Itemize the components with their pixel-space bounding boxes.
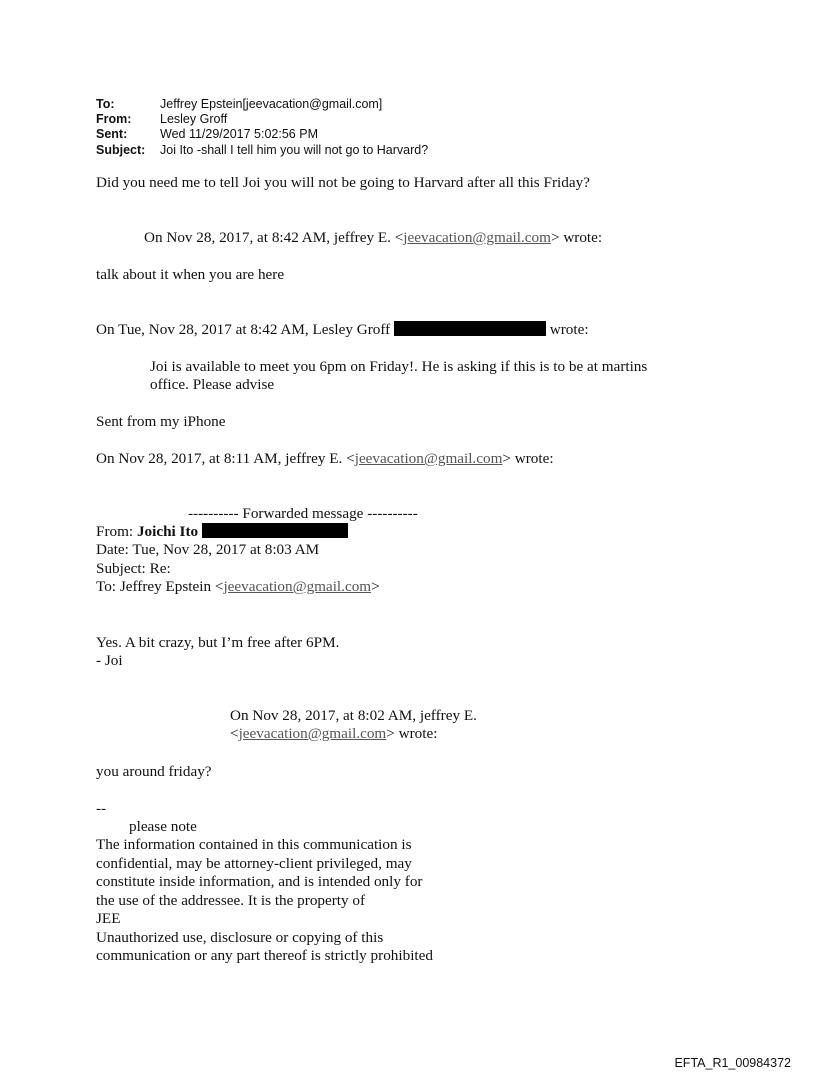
from-label: From: bbox=[96, 112, 132, 127]
disclaimer-line: communication or any part thereof is strictly prohibited bbox=[96, 947, 433, 964]
disclaimer-block bbox=[96, 836, 433, 966]
forwarded-to bbox=[96, 578, 380, 597]
joi-message-line-2: office. Please advise bbox=[150, 376, 275, 393]
forwarded-to-suffix: > bbox=[371, 578, 380, 595]
quote-2-prefix: On Tue, Nov 28, 2017 at 8:42 AM, Lesley Groff bbox=[96, 321, 391, 338]
forwarded-date: Date: Tue, Nov 28, 2017 at 8:03 AM bbox=[96, 541, 320, 558]
forwarded-to-prefix: To: Jeffrey Epstein < bbox=[96, 578, 224, 595]
header-subject-row bbox=[96, 143, 428, 158]
disclaimer-line: Unauthorized use, disclosure or copying of this bbox=[96, 928, 384, 946]
you-around-line: you around friday? bbox=[96, 763, 212, 780]
disclaimer-line: confidential, may be attorney-client privileged, may bbox=[96, 854, 412, 872]
quote-2-attribution bbox=[96, 321, 589, 340]
redaction-bar bbox=[394, 321, 546, 336]
quote-4-line-1: On Nov 28, 2017, at 8:02 AM, jeffrey E. bbox=[230, 707, 477, 724]
forwarded-from-name: Joichi Ito bbox=[136, 523, 199, 540]
quote-4-prefix: < bbox=[230, 725, 239, 742]
yes-line: Yes. A bit crazy, but I’m free after 6PM. bbox=[96, 634, 340, 651]
redaction-bar bbox=[202, 523, 348, 538]
to-value: Jeffrey Epstein[jeevacation@gmail.com] bbox=[160, 97, 383, 111]
forwarded-message-divider: ---------- Forwarded message ---------- bbox=[188, 505, 418, 522]
forwarded-from-label: From: bbox=[96, 523, 134, 540]
to-label: To: bbox=[96, 97, 115, 111]
email-header bbox=[96, 97, 428, 158]
disclaimer-line: the use of the addressee. It is the property of bbox=[96, 891, 366, 909]
quote-4-line-2 bbox=[230, 725, 437, 744]
from-value: Lesley Groff bbox=[160, 112, 228, 127]
reply-1: talk about it when you are here bbox=[96, 266, 285, 283]
quote-4-suffix: > wrote: bbox=[386, 725, 438, 742]
disclaimer-line: constitute inside information, and is intended only for bbox=[96, 873, 423, 890]
forwarded-subject: Subject: Re: bbox=[96, 560, 171, 577]
quote-1-suffix: > wrote: bbox=[550, 229, 603, 246]
subject-label: Subject: bbox=[96, 142, 146, 157]
sent-value: Wed 11/29/2017 5:02:56 PM bbox=[160, 127, 318, 142]
quote-3-prefix: On Nov 28, 2017, at 8:11 AM, jeffrey E. < bbox=[96, 450, 355, 467]
body-line-1: Did you need me to tell Joi you will not be going to Harvard after all this Friday? bbox=[96, 174, 590, 191]
quote-4-email-link[interactable]: jeevacation@gmail.com bbox=[238, 725, 387, 742]
sent-label: Sent: bbox=[96, 127, 128, 142]
sent-from-iphone: Sent from my iPhone bbox=[96, 413, 226, 430]
joi-signature: - Joi bbox=[96, 652, 123, 669]
quote-1-email-link[interactable]: jeevacation@gmail.com bbox=[403, 229, 551, 246]
disclaimer-line: The information contained in this communication is bbox=[96, 836, 412, 853]
quote-3-suffix: > wrote: bbox=[502, 450, 554, 467]
quote-1-attribution bbox=[144, 229, 602, 248]
header-to-row bbox=[96, 97, 428, 112]
header-from-row bbox=[96, 112, 428, 127]
subject-value: Joi Ito -shall I tell him you will not go to Harvard? bbox=[160, 142, 429, 157]
forwarded-from bbox=[96, 523, 348, 542]
quote-2-suffix: wrote: bbox=[549, 321, 589, 338]
signature-dashes: -- bbox=[96, 800, 107, 817]
header-sent-row bbox=[96, 127, 428, 142]
forwarded-to-email-link[interactable]: jeevacation@gmail.com bbox=[223, 578, 372, 595]
disclaimer-line: JEE bbox=[96, 910, 121, 927]
please-note: please note bbox=[129, 818, 197, 835]
quote-3-attribution bbox=[96, 450, 554, 469]
quote-3-email-link[interactable]: jeevacation@gmail.com bbox=[354, 450, 503, 467]
quote-1-prefix: On Nov 28, 2017, at 8:42 AM, jeffrey E. < bbox=[144, 229, 404, 246]
document-id: EFTA_R1_00984372 bbox=[674, 1056, 791, 1070]
joi-message-line-1: Joi is available to meet you 6pm on Friday!. He is asking if this is to be at martins bbox=[150, 358, 648, 375]
